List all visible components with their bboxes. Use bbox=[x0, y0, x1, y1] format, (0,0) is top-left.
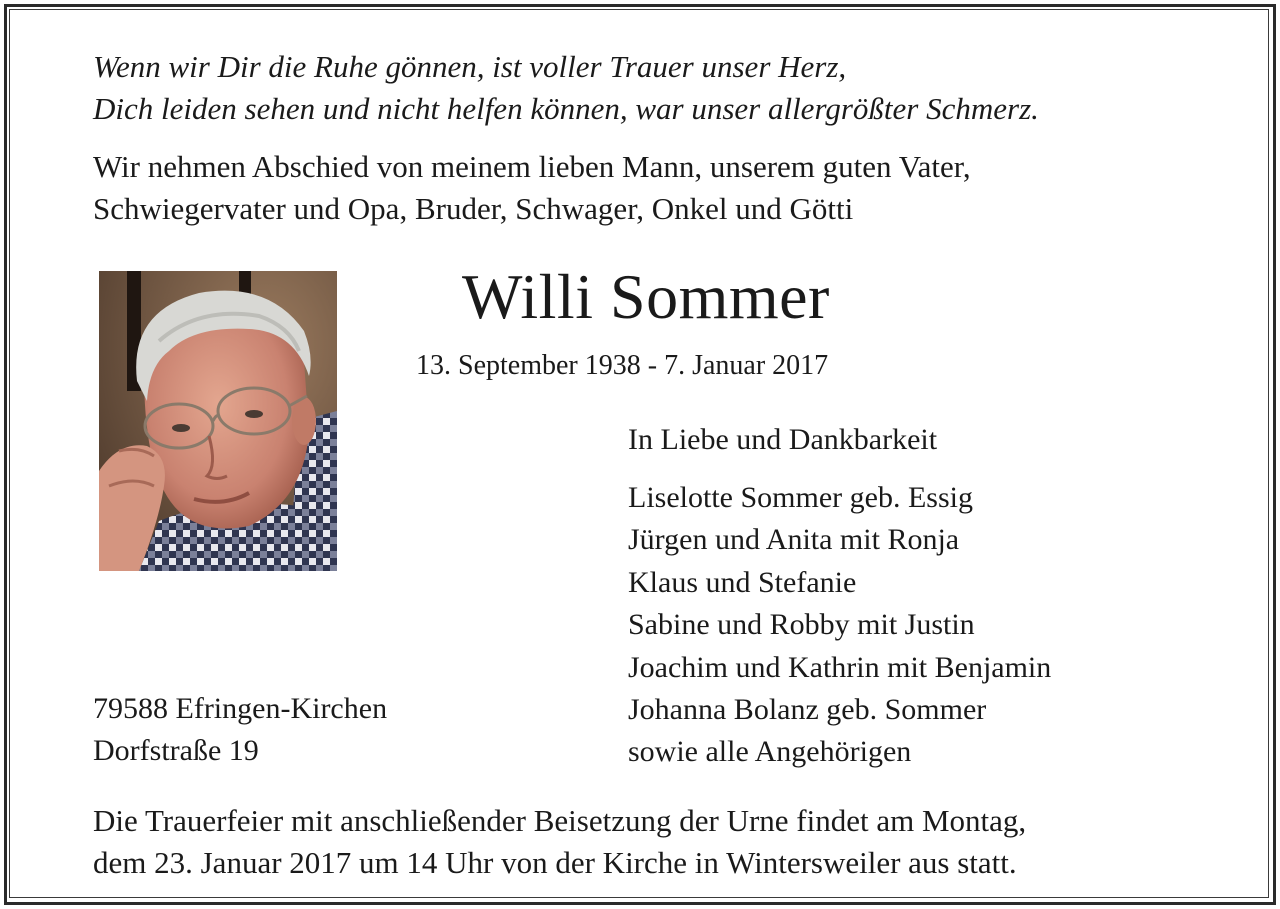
mourner-name: Sabine und Robby mit Justin bbox=[628, 608, 975, 642]
mourner-name: sowie alle Angehörigen bbox=[628, 735, 912, 769]
ceremony-line: dem 23. Januar 2017 um 14 Uhr von der Kirche in Wintersweiler aus statt. bbox=[93, 845, 1017, 880]
mourner-name: Klaus und Stefanie bbox=[628, 565, 857, 599]
mourner-name: Joachim und Kathrin mit Benjamin bbox=[628, 650, 1052, 684]
mourners-heading: In Liebe und Dankbarkeit bbox=[628, 423, 938, 456]
mourners-list bbox=[628, 477, 1051, 774]
mourner-name: Jürgen und Anita mit Ronja bbox=[628, 523, 960, 557]
life-dates: 13. September 1938 - 7. Januar 2017 bbox=[416, 350, 829, 381]
verse bbox=[93, 46, 1039, 130]
deceased-name: Willi Sommer bbox=[462, 261, 830, 332]
address-street: Dorfstraße 19 bbox=[93, 734, 259, 768]
intro-line: Schwiegervater und Opa, Bruder, Schwager, Onkel und Götti bbox=[93, 191, 854, 226]
portrait-photo bbox=[99, 271, 337, 571]
farewell-intro bbox=[93, 146, 971, 230]
verse-line: Dich leiden sehen und nicht helfen können, war unser allergrößter Schmerz. bbox=[93, 91, 1039, 126]
portrait-illustration bbox=[99, 271, 337, 571]
mourner-name: Johanna Bolanz geb. Sommer bbox=[628, 693, 987, 727]
ceremony-notice bbox=[93, 800, 1026, 884]
verse-line: Wenn wir Dir die Ruhe gönnen, ist voller Trauer unser Herz, bbox=[93, 49, 847, 84]
ceremony-line: Die Trauerfeier mit anschließender Beisetzung der Urne findet am Montag, bbox=[93, 803, 1027, 838]
address-city: 79588 Efringen-Kirchen bbox=[93, 692, 388, 725]
mourner-name: Liselotte Sommer geb. Essig bbox=[628, 481, 973, 514]
mourning-address bbox=[93, 688, 387, 773]
intro-line: Wir nehmen Abschied von meinem lieben Mann, unserem guten Vater, bbox=[93, 149, 971, 184]
